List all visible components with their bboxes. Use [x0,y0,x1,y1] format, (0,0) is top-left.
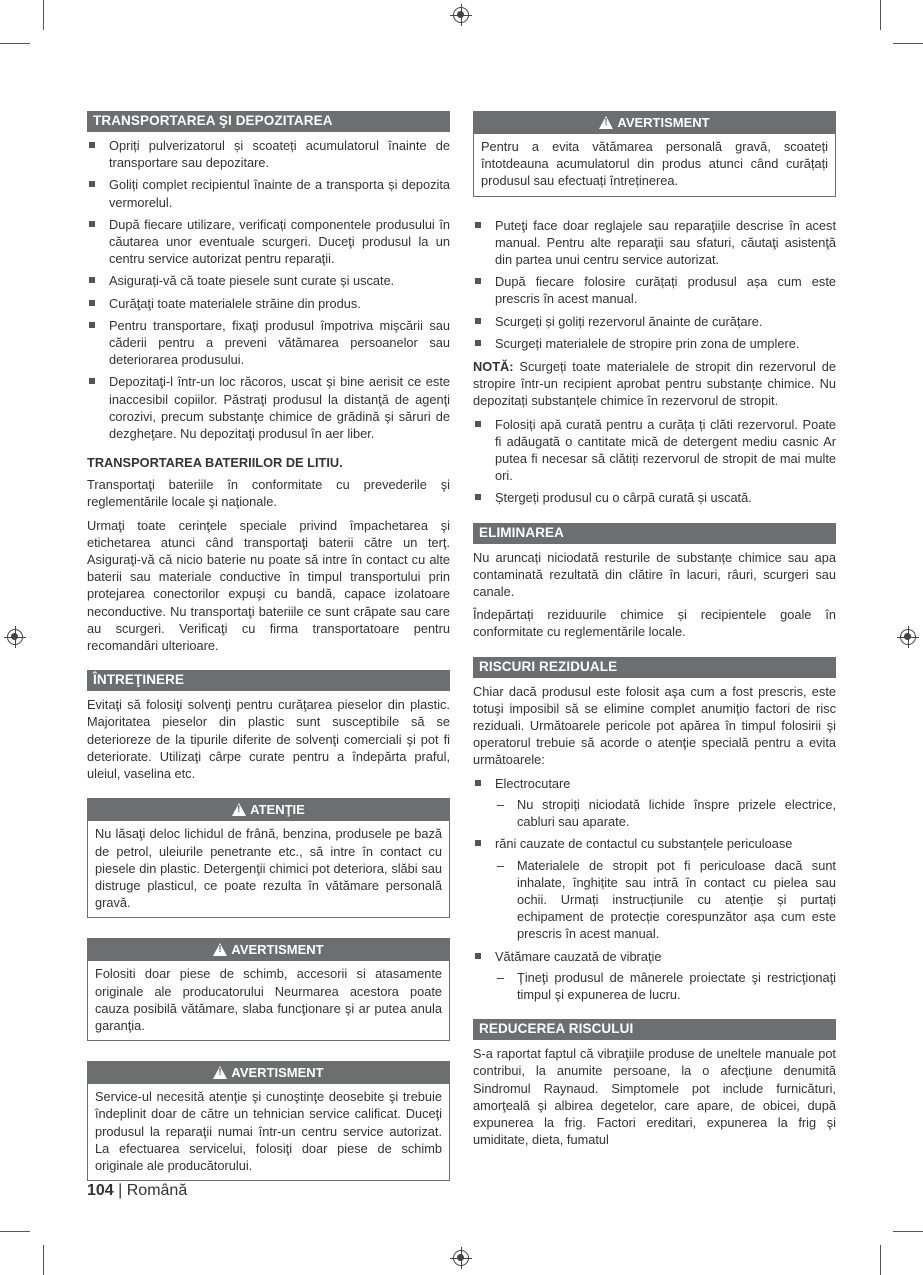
caution-box [87,798,450,918]
sub-list-item: – Ţineţi produsul de mânerele proiectate şi restricţionaţi timpul şi expunerea de lucru. [495,969,836,1003]
list-item: Folosiți apă curată pentru a curăța ți clăti rezervorul. Poate fi adăugată o cantitate mică de detergent mediu casnic Ar putea fi necesar să clătiți rezervorul de stropit de mai multe ori. [473,416,836,485]
cleaning-list-2 [473,416,836,507]
section-header-disposal: ELIMINAREA [473,523,836,544]
list-item: Puteţi face doar reglajele sau reparaţiile descrise în acest manual. Pentru alte reparaţii sau sfaturi, căutaţi asistenţă din partea unui centru service autorizat. [473,217,836,269]
warning-triangle-icon [213,1066,227,1079]
cleaning-list [473,217,836,352]
crop-mark [893,1231,923,1232]
warning-box [87,938,450,1041]
list-item: După fiecare folosire curățați produsul așa cum este prescris în acest manual. [473,273,836,307]
list-item: Goliți complet recipientul înainte de a transporta și depozita vermorelul. [87,176,450,210]
warning-title: !AVERTISMENT [88,939,449,961]
disposal-paragraph-2: Îndepărtați reziduurile chimice și recipientele goale în conformitate cu reglementările locale. [473,607,836,640]
caution-text: Nu lăsaţi deloc lichidul de frână, benzina, produsele pe bază de petrol, uleiurile penetrante etc., să intre în contact cu piesele din plastic. Detergenţii chimici pot deteriora, slăbi sau distruge plasticul, ce poate rezulta în vătămare personală gravă. [95,826,442,911]
section-header-transport: TRANSPORTAREA ŞI DEPOZITAREA [87,111,450,132]
warning-text: Folositi doar piese de schimb, accesorii si atasamente originale ale producatorului Neurmarea acestora poate cauza posibilă vătămare, slaba funcţionare şi ar putea anula garanţia. [95,966,442,1033]
warning-title: !AVERTISMENT [474,112,835,134]
battery-subheading: TRANSPORTAREA BATERIILOR DE LITIU. [87,455,343,471]
crop-mark [880,1245,881,1275]
list-item: răni cauzate de contactul cu substanțele periculoase – Materialele de stropit pot fi periculoase dacă sunt inhalate, înghițite sau intră în contact cu pielea sau ochii. Urmați instrucțiunile cu atenție și purtați echipament de protecție corespunzător așa cum este prescris în acest manual. [473,835,836,942]
disposal-paragraph-1: Nu aruncați niciodată resturile de substanțe chimice sau apa contaminată rezultată din clătire în lacuri, râuri, scurgeri sau canale. [473,549,836,600]
list-item: Scurgeți și goliți rezervorul ănainte de curățare. [473,313,836,330]
maintenance-paragraph: Evitaţi să folosiţi solvenţi pentru curăţarea pieselor din plastic. Majoritatea pieselor din plastic sunt susceptibile să se deterioreze de la tipurile diferite de solvenţi comerciali şi pot fi deteriorate. Utilizaţi cârpe curate pentru a îndepărta praful, uleiul, vaselina etc. [87,697,450,782]
battery-paragraph-1: Transportaţi bateriile în conformitate cu prevederile şi reglementările locale şi naţionale. [87,477,450,510]
residual-risk-list [473,775,836,1003]
list-item: Curăţaţi toate materialele străine din produs. [87,295,450,312]
section-header-residual-risks: RISCURI REZIDUALE [473,657,836,678]
crop-mark [0,1231,30,1232]
list-item: Ștergeți produsul cu o cârpă curată și uscată. [473,489,836,506]
note-paragraph: NOTĂ: Scurgeți toate materialele de stropit din rezervorul de stropire într-un recipient aprobat pentru substanțe chimice. Nu depozitați substanțele chimice în rezervorul de stropit. [473,359,836,409]
page-footer: 104 | Română [87,1182,188,1199]
registration-mark-icon [7,629,23,645]
risk-reduction-paragraph: S-a raportat faptul că vibraţiile produse de uneltele manuale pot contribui, la anumite persoane, la o afecţiune denumită Sindromul Raynaud. Simptomele pot include furnicături, amorţeală şi albirea degetelor, care apare, de obicei, după expunerea la frig. Factori ereditari, expunerea la frig şi umiditate, dieta, fumatul [473,1046,836,1148]
list-item: Electrocutare – Nu stropiți niciodată lichide înspre prizele electrice, cabluri sau aparate. [473,775,836,831]
warning-box [473,111,836,197]
warning-triangle-icon [232,803,246,816]
sub-list-item: – Nu stropiți niciodată lichide înspre prizele electrice, cabluri sau aparate. [495,796,836,830]
left-column [87,111,450,1201]
crop-mark [43,1245,44,1275]
crop-mark [0,43,30,44]
residual-paragraph: Chiar dacă produsul este folosit aşa cum a fost prescris, este totuşi imposibil să se elimine complet anumiţio factori de risc reziduali. Următoarele pericole pot apărea în timpul folosirii şi operatorul trebuie să acorde o atenţie specială pentru a evita următoarele: [473,683,836,768]
right-column [473,111,836,1154]
warning-text: Pentru a evita vătămarea personală gravă, scoateți întotdeauna acumulatorul din produs atunci când curățați produsul sau efectuați întreținerea. [481,139,828,189]
list-item: Pentru transportare, fixaţi produsul împotriva mişcării sau căderii pentru a preveni vătămarea persoanelor sau deteriorarea produsului. [87,317,450,369]
crop-mark [880,0,881,30]
list-item: După fiecare utilizare, verificați componentele produsului în căutarea unor eventuale scurgeri. Duceţi produsul la un centru service autorizat pentru reparaţii. [87,216,450,268]
caution-title: !ATENŢIE [88,799,449,821]
page-number: 104 [87,1182,114,1199]
warning-triangle-icon [213,943,227,956]
warning-triangle-icon [599,116,613,129]
transport-list [87,137,450,442]
warning-box [87,1061,450,1181]
battery-paragraph-2: Urmaţi toate cerinţele speciale privind împachetarea şi etichetarea atunci când transportaţi baterii către un terţ. Asiguraţi-vă că nicio baterie nu poate să intre în contact cu alte baterii sau materiale conductive în timpul transportului prin protejarea conectorilor expuşi cu bandă, capace izolatoare neconductive. Nu transportaţi bateriile ce sunt crăpate sau care au scurgeri. Verificaţi cu firma transportatoare pentru recomandări ulterioare. [87,517,450,654]
list-item: Scurgeți materialele de stropire prin zona de umplere. [473,335,836,352]
registration-mark-icon [453,7,469,23]
registration-mark-icon [453,1250,469,1266]
section-header-maintenance: ÎNTREŢINERE [87,670,450,691]
section-header-risk-reduction: REDUCEREA RISCULUI [473,1019,836,1040]
list-item: Asigurați-vă că toate piesele sunt curate și uscate. [87,272,450,289]
crop-mark [43,0,44,30]
crop-mark [893,43,923,44]
sub-list-item: – Materialele de stropit pot fi periculoase dacă sunt inhalate, înghițite sau intră în contact cu pielea sau ochii. Urmați instrucțiunile cu atenție și purtați echipament de protecție corespunzător așa cum este prescris în acest manual. [495,857,836,943]
language-label: Română [126,1182,188,1199]
warning-text: Service-ul necesită atenţie şi cunoştinţe deosebite şi trebuie îndeplinit doar de către un tehnician service calificat. Duceţi produsul la reparaţii numai într-un centru service autorizat. La efectuarea servicelui, folosiţi doar piese de schimb originale ale producătorului. [95,1089,442,1173]
warning-title: !AVERTISMENT [88,1062,449,1084]
list-item: Vătămare cauzată de vibraţie – Ţineţi produsul de mânerele proiectate şi restricţionaţi timpul şi expunerea de lucru. [473,948,836,1004]
note-label: NOTĂ: [473,359,514,375]
list-item: Opriți pulverizatorul și scoateți acumulatorul înainte de transportare sau depozitare. [87,137,450,171]
registration-mark-icon [900,629,916,645]
list-item: Depozitaţi-l într-un loc răcoros, uscat şi bine aerisit ce este inaccesibil copiilor. Păstraţi produsul la distanţă de agenţi corozivi, precum substanţe chimice de grădină şi săruri de dezgheţare. Nu depozitaţi produsul în aer liber. [87,373,450,442]
